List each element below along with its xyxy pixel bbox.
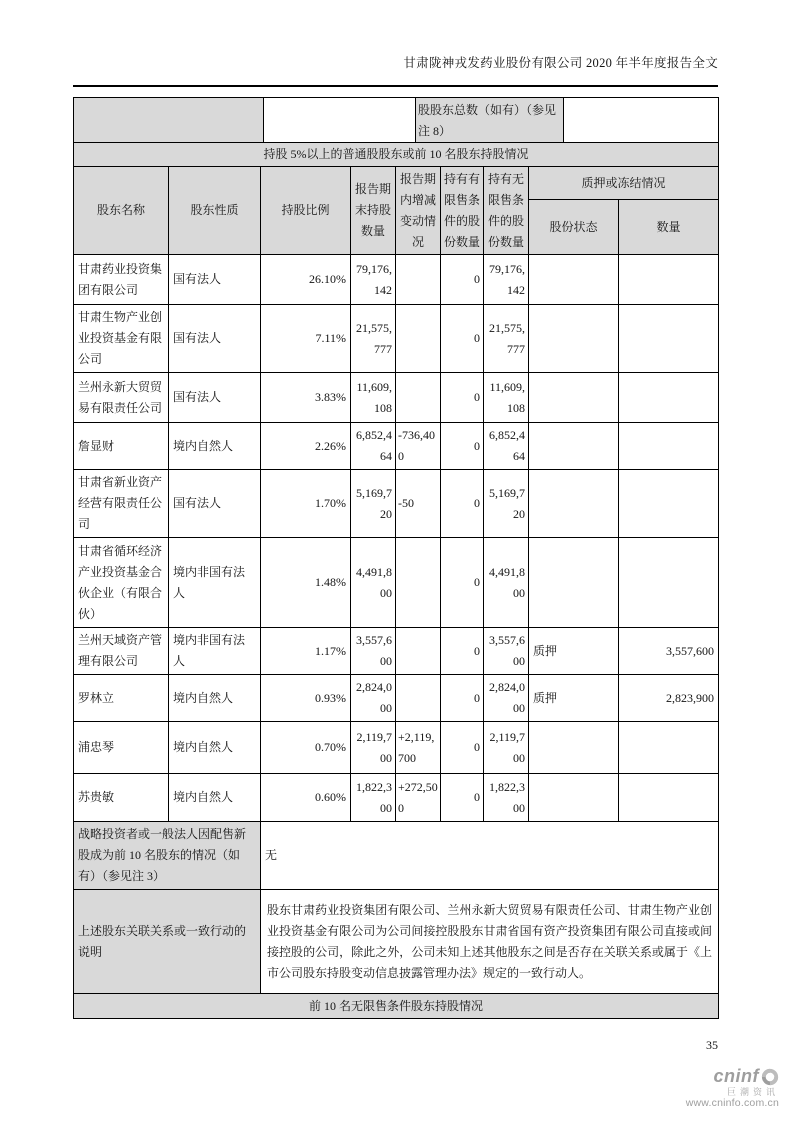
shares-end-cell: 3,557,600: [351, 628, 396, 675]
shares-end-cell: 4,491,800: [351, 538, 396, 628]
shareholding-ratio-cell: 0.60%: [261, 774, 351, 822]
related-relationship-row: [74, 890, 719, 994]
pledge-qty-cell: [619, 774, 719, 822]
pledge-status-cell: [529, 423, 619, 470]
col-header-pledge-qty: 数量: [619, 200, 719, 255]
continuation-empty-cell-2: [264, 98, 416, 145]
shares-change-cell: [396, 628, 441, 675]
restricted-shares-cell: 0: [441, 373, 484, 423]
col-header-pledge-status: 股份状态: [529, 200, 619, 255]
col-header-shares-change: 报告期内增减变动情况: [396, 167, 441, 255]
preferred-shareholders-note-cell: 股股东总数（如有）（参见注 8）: [416, 98, 564, 145]
shares-change-cell: -736,400: [396, 423, 441, 470]
cninfo-chinese-name: 巨潮资讯: [726, 1086, 779, 1097]
page-header-title: 甘肃陇神戎发药业股份有限公司 2020 年半年度报告全文: [403, 56, 718, 70]
pledge-status-cell: [529, 373, 619, 423]
pledge-status-cell: [529, 470, 619, 538]
restricted-shares-cell: 0: [441, 722, 484, 774]
shares-change-cell: -50: [396, 470, 441, 538]
table-row: [74, 98, 719, 145]
shareholder-name-cell: 浦忠琴: [74, 722, 169, 774]
shares-end-cell: 11,609,108: [351, 373, 396, 423]
shareholding-ratio-cell: 1.70%: [261, 470, 351, 538]
restricted-shares-cell: 0: [441, 305, 484, 373]
shares-end-cell: 2,119,700: [351, 722, 396, 774]
shares-change-cell: +272,500: [396, 774, 441, 822]
shareholder-row: [74, 774, 719, 822]
bottom-section-title: 前 10 名无限售条件股东持股情况: [74, 994, 719, 1019]
pledge-status-cell: [529, 255, 619, 305]
pledge-status-cell: [529, 722, 619, 774]
pledge-status-cell: [529, 774, 619, 822]
pledge-qty-cell: [619, 423, 719, 470]
unrestricted-shares-cell: 6,852,464: [484, 423, 529, 470]
shares-change-cell: [396, 373, 441, 423]
shares-change-cell: +2,119,700: [396, 722, 441, 774]
continuation-empty-cell-1: [74, 98, 264, 145]
shares-change-cell: [396, 305, 441, 373]
unrestricted-shares-cell: 1,822,300: [484, 774, 529, 822]
pledge-qty-cell: 3,557,600: [619, 628, 719, 675]
shareholder-row: [74, 305, 719, 373]
section-title: 持股 5%以上的普通股股东或前 10 名股东持股情况: [74, 143, 719, 167]
shareholder-name-cell: 甘肃省新业资产经营有限责任公司: [74, 470, 169, 538]
unrestricted-shares-cell: 4,491,800: [484, 538, 529, 628]
shareholding-ratio-cell: 3.83%: [261, 373, 351, 423]
page-number: 35: [706, 1038, 718, 1052]
pledge-status-cell: [529, 305, 619, 373]
pledge-qty-cell: [619, 305, 719, 373]
shareholder-row: [74, 470, 719, 538]
strategic-investors-label-cell: 战略投资者或一般法人因配售新股成为前 10 名股东的情况（如有）（参见注 3）: [74, 822, 261, 890]
shareholding-ratio-cell: 0.93%: [261, 675, 351, 722]
shareholder-row: [74, 423, 719, 470]
unrestricted-shares-cell: 79,176,142: [484, 255, 529, 305]
shareholder-row: [74, 722, 719, 774]
shareholder-nature-cell: 境内非国有法人: [169, 628, 261, 675]
related-relationship-value-cell: 股东甘肃药业投资集团有限公司、兰州永新大贸贸易有限责任公司、甘肃生物产业创业投资基金有限公司为公司间接控股股东甘肃省国有资产投资集团有限公司直接或间接控股的公司，除此之外，公司未知上述其他股东之间是否存在关联关系或属于《上市公司股东持股变动信息披露管理办法》规定的一致行动人。: [261, 890, 719, 994]
shareholder-nature-cell: 境内自然人: [169, 774, 261, 822]
unrestricted-shares-cell: 2,824,000: [484, 675, 529, 722]
strategic-investors-row: [74, 822, 719, 890]
shares-end-cell: 79,176,142: [351, 255, 396, 305]
related-relationship-label-cell: 上述股东关联关系或一致行动的说明: [74, 890, 261, 994]
shareholder-name-cell: 罗林立: [74, 675, 169, 722]
unrestricted-shares-cell: 11,609,108: [484, 373, 529, 423]
restricted-shares-cell: 0: [441, 470, 484, 538]
shareholder-name-cell: 苏贵敏: [74, 774, 169, 822]
shareholder-nature-cell: 境内自然人: [169, 675, 261, 722]
shareholder-nature-cell: 国有法人: [169, 255, 261, 305]
header-row: [74, 167, 719, 200]
shareholder-nature-cell: 境内自然人: [169, 423, 261, 470]
shareholding-ratio-cell: 26.10%: [261, 255, 351, 305]
cninfo-logo: [686, 1067, 779, 1110]
restricted-shares-cell: 0: [441, 628, 484, 675]
cninfo-logo-row: [686, 1067, 779, 1087]
pledge-status-cell: 质押: [529, 628, 619, 675]
col-header-shares-end: 报告期末持股数量: [351, 167, 396, 255]
cninfo-swirl-icon: [761, 1068, 779, 1086]
shareholder-name-cell: 甘肃省循环经济产业投资基金合伙企业（有限合伙）: [74, 538, 169, 628]
shares-end-cell: 21,575,777: [351, 305, 396, 373]
cninfo-url-text: www.cninfo.com.cn: [685, 1097, 779, 1110]
shareholder-nature-cell: 国有法人: [169, 373, 261, 423]
unrestricted-shares-cell: 2,119,700: [484, 722, 529, 774]
shares-change-cell: [396, 675, 441, 722]
shareholding-ratio-cell: 1.48%: [261, 538, 351, 628]
pledge-qty-cell: [619, 255, 719, 305]
shares-end-cell: 2,824,000: [351, 675, 396, 722]
pledge-status-cell: [529, 538, 619, 628]
continuation-empty-cell-3: [564, 98, 719, 145]
shareholder-name-cell: 兰州天域资产管理有限公司: [74, 628, 169, 675]
restricted-shares-cell: 0: [441, 423, 484, 470]
col-header-shareholder-name: 股东名称: [74, 167, 169, 255]
shareholding-ratio-cell: 1.17%: [261, 628, 351, 675]
unrestricted-shares-cell: 21,575,777: [484, 305, 529, 373]
bottom-section-title-row: [74, 994, 719, 1019]
shareholder-name-cell: 甘肃药业投资集团有限公司: [74, 255, 169, 305]
col-header-pledge-group: 质押或冻结情况: [529, 167, 719, 200]
shareholder-nature-cell: 境内自然人: [169, 722, 261, 774]
restricted-shares-cell: 0: [441, 675, 484, 722]
shares-change-cell: [396, 538, 441, 628]
section-title-row: [74, 143, 719, 167]
col-header-unrestricted-shares: 持有无限售条件的股份数量: [484, 167, 529, 255]
pledge-qty-cell: [619, 373, 719, 423]
shareholder-row: [74, 538, 719, 628]
shareholder-row: [74, 255, 719, 305]
pledge-qty-cell: [619, 722, 719, 774]
restricted-shares-cell: 0: [441, 255, 484, 305]
col-header-shareholding-ratio: 持股比例: [261, 167, 351, 255]
shareholder-name-cell: 詹显财: [74, 423, 169, 470]
shareholder-row: [74, 373, 719, 423]
col-header-restricted-shares: 持有有限售条件的股份数量: [441, 167, 484, 255]
shareholder-name-cell: 兰州永新大贸贸易有限责任公司: [74, 373, 169, 423]
shareholder-row: [74, 675, 719, 722]
unrestricted-shares-cell: 5,169,720: [484, 470, 529, 538]
shareholder-nature-cell: 国有法人: [169, 470, 261, 538]
continuation-table: [73, 97, 719, 145]
shareholder-name-cell: 甘肃生物产业创业投资基金有限公司: [74, 305, 169, 373]
shareholding-ratio-cell: 0.70%: [261, 722, 351, 774]
shareholder-nature-cell: 国有法人: [169, 305, 261, 373]
shareholder-row: [74, 628, 719, 675]
strategic-investors-value-cell: 无: [261, 822, 719, 890]
shareholders-table: [73, 142, 719, 1019]
cninfo-brand-text: cninf: [713, 1065, 759, 1086]
shares-end-cell: 1,822,300: [351, 774, 396, 822]
shares-end-cell: 5,169,720: [351, 470, 396, 538]
col-header-shareholder-nature: 股东性质: [169, 167, 261, 255]
header-rule: [73, 85, 718, 87]
shareholder-nature-cell: 境内非国有法人: [169, 538, 261, 628]
pledge-qty-cell: [619, 538, 719, 628]
restricted-shares-cell: 0: [441, 774, 484, 822]
pledge-qty-cell: 2,823,900: [619, 675, 719, 722]
pledge-status-cell: 质押: [529, 675, 619, 722]
shareholding-ratio-cell: 2.26%: [261, 423, 351, 470]
restricted-shares-cell: 0: [441, 538, 484, 628]
shareholding-ratio-cell: 7.11%: [261, 305, 351, 373]
pledge-qty-cell: [619, 470, 719, 538]
unrestricted-shares-cell: 3,557,600: [484, 628, 529, 675]
shares-change-cell: [396, 255, 441, 305]
shares-end-cell: 6,852,464: [351, 423, 396, 470]
